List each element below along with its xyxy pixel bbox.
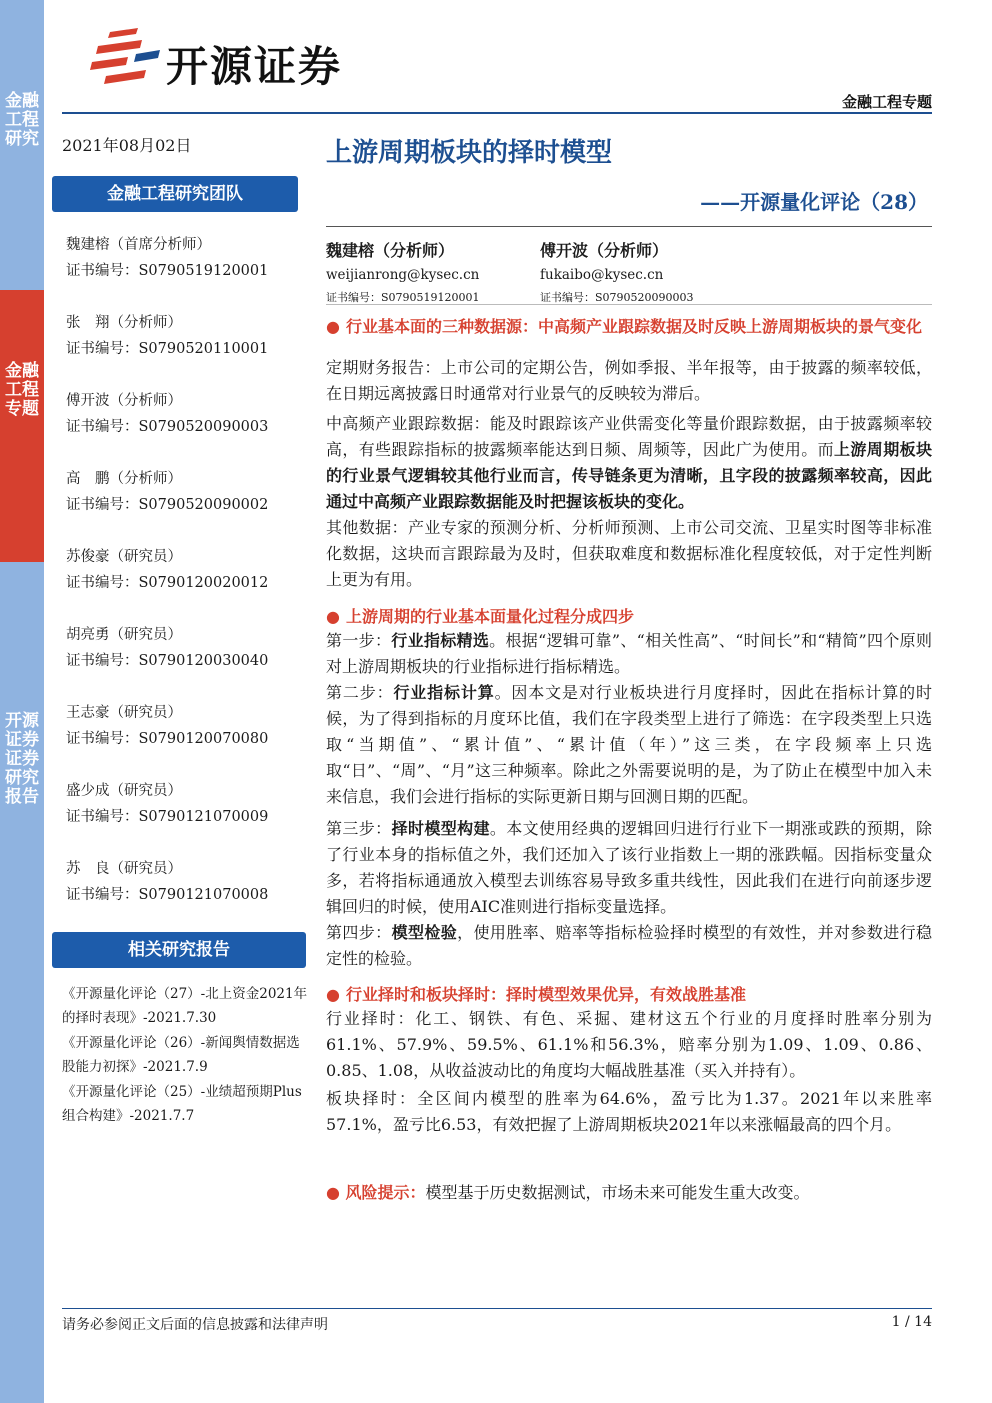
side-strip-highlight [0,290,44,562]
analyst-item: 苏俊豪（研究员） 证书编号：S0790120020012 [66,549,269,591]
section-heading: ● 行业基本面的三种数据源：中高频产业跟踪数据及时反映上游周期板块的景气变化 [326,317,922,336]
paragraph: 第四步：模型检验，使用胜率、赔率等指标检验择时模型的有效性，并对参数进行稳定性的检验。 [326,923,932,968]
header-divider [62,112,932,114]
team-section-header: 金融工程研究团队 [52,176,298,212]
risk-notice: ● 风险提示：模型基于历史数据测试，市场未来可能发生重大改变。 [326,1183,810,1202]
author-block: 魏建榕（分析师） weijianrong@kysec.cn 证书编号：S0790519120001 [326,241,480,304]
paragraph: 行业择时：化工、钢铁、有色、采掘、建材这五个行业的月度择时胜率分别为61.1%、57.9%、59.5%、61.1%和56.3%，赔率分别为1.09、1.09、0.86、0.85、1.08，从收益波动比的角度均大幅战胜基准（买入并持有）。 [326,1009,932,1080]
side-label-research: 金融工程研究 [5,91,39,149]
paragraph: 第三步：择时模型构建。本文使用经典的逻辑回归进行行业下一期涨或跌的预期，除了行业本身的指标值之外，我们还加入了该行业指数上一期的涨跌幅。因指标变量众多，若将指标通通放入模型去训练容易导致多重共线性，因此我们在进行向前逐步逻辑回归的时候，使用AIC准则进行指标变量选择。 [326,819,932,916]
author-block: 傅开波（分析师） fukaibo@kysec.cn 证书编号：S0790520090003 [540,241,694,304]
footer-disclaimer: 请务必参阅正文后面的信息披露和法律声明 [62,1317,328,1333]
report-category: 金融工程专题 [841,93,932,111]
page-number: 1 / 14 [891,1314,932,1330]
related-report-link[interactable]: 《开源量化评论（25）-业绩超预期Plus组合构建》-2021.7.7 [62,1084,302,1124]
bullet-icon: ● [326,317,340,336]
analyst-item: 胡亮勇（研究员） 证书编号：S0790120030040 [66,627,269,669]
related-report-link[interactable]: 《开源量化评论（27）-北上资金2021年的择时表现》-2021.7.30 [62,986,308,1026]
report-title: 上游周期板块的择时模型 [326,138,613,168]
report-date: 2021年08月02日 [62,136,192,155]
analyst-item: 魏建榕（首席分析师） 证书编号：S0790519120001 [66,237,269,279]
paragraph: 第二步：行业指标计算。因本文是对行业板块进行月度择时，因此在指标计算的时候，为了得到指标的月度环比值，我们在字段类型上进行了筛选：在字段类型上只选取“当期值”、“累计值”、“累计值（年）”这三类，在字段频率上只选取“日”、“周”、“月”这三种频率。除此之外需要说明的是，为了防止在模型中加入未来信息，我们会进行指标的实际更新日期与回测日期的匹配。 [326,683,932,806]
section-heading: ● 行业择时和板块择时：择时模型效果优异，有效战胜基准 [326,985,746,1004]
paragraph: 板块择时：全区间内模型的胜率为64.6%，盈亏比为1.37。2021年以来胜率57.1%，盈亏比6.53，有效把握了上游周期板块2021年以来涨幅最高的四个月。 [326,1089,932,1134]
analyst-item: 张 翔（分析师） 证书编号：S0790520110001 [66,315,269,357]
footer-divider [62,1308,932,1309]
title-divider [326,226,932,227]
paragraph: 其他数据：产业专家的预测分析、分析师预测、上市公司交流、卫星实时图等非标准化数据，这块而言跟踪最为及时，但获取难度和数据标准化程度较低，对于定性判断上更为有用。 [326,518,932,589]
paragraph: 中高频产业跟踪数据：能及时跟踪该产业供需变化等量价跟踪数据，由于披露频率较高，有些跟踪指标的披露频率能达到日频、周频等，因此广为使用。而上游周期板块的行业景气逻辑较其他行业而言，传导链条更为清晰，且字段的披露频率较高，因此通过中高频产业跟踪数据能及时把握该板块的变化。 [326,414,932,511]
side-label-topic: 金融工程专题 [5,361,39,419]
side-strip [0,0,44,1403]
analyst-item: 苏 良（研究员） 证书编号：S0790121070008 [66,861,269,903]
analyst-item: 王志豪（研究员） 证书编号：S0790120070080 [66,705,269,747]
bullet-icon: ● [326,607,340,626]
bullet-icon: ● [326,1183,346,1202]
side-label-brand: 开源证券 证券研究报告 [5,711,39,807]
related-report-link[interactable]: 《开源量化评论（26）-新闻舆情数据选股能力初探》-2021.7.9 [62,1035,300,1075]
author-email[interactable]: fukaibo@kysec.cn [540,267,664,283]
bullet-icon: ● [326,985,340,1004]
related-reports-header: 相关研究报告 [52,932,306,968]
analyst-item: 傅开波（分析师） 证书编号：S0790520090003 [66,393,269,435]
analyst-item: 盛少成（研究员） 证书编号：S0790121070009 [66,783,269,825]
paragraph: 第一步：行业指标精选。根据“逻辑可靠”、“相关性高”、“时间长”和“精简”四个原则对上游周期板块的行业指标进行指标精选。 [326,631,932,676]
report-subtitle: ——开源量化评论（28） [700,190,928,214]
analyst-item: 高 鹏（分析师） 证书编号：S0790520090002 [66,471,269,513]
author-divider [326,304,932,305]
brand-name: 开源证券 [166,42,343,91]
author-email[interactable]: weijianrong@kysec.cn [326,267,480,283]
brand-logo-icon [88,28,168,90]
section-heading: ● 上游周期的行业基本面量化过程分成四步 [326,607,634,626]
paragraph: 定期财务报告：上市公司的定期公告，例如季报、半年报等，由于披露的频率较低，在日期远离披露日时通常对行业景气的反映较为滞后。 [326,358,932,403]
